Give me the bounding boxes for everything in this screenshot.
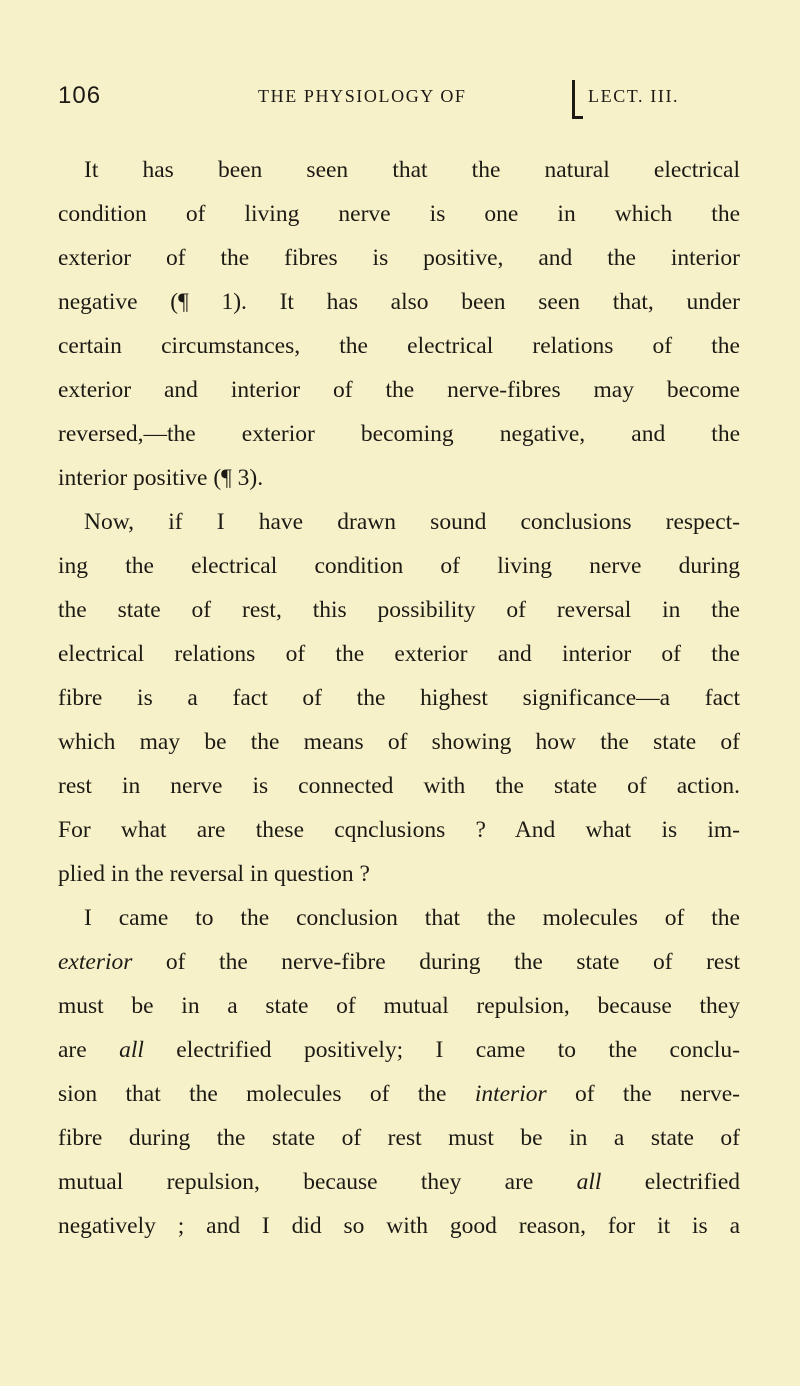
text-line: exterior and interior of the nerve-fibres may become [58,377,740,403]
italic-word: exterior [58,949,133,975]
text-line: plied in the reversal in question ? [58,861,370,887]
body-text [58,148,740,1248]
text-line: certain circumstances, the electrical relations of the [58,333,740,359]
page-number: 106 [58,82,102,109]
line-text: electrified positively; I came to the conclu- [143,1037,741,1063]
text-line: electrical relations of the exterior and interior of the [58,641,740,667]
line-text: mutual repulsion, because they are [58,1169,577,1195]
italic-word: all [576,1169,602,1195]
text-line: which may be the means of showing how the state of [58,729,740,755]
line-text: sion that the molecules of the [58,1081,475,1107]
text-line: condition of living nerve is one in which the [58,201,740,227]
text-line: fibre during the state of rest must be in a state of [58,1125,740,1151]
text-line: Now, if I have drawn sound conclusions respect- [84,509,740,535]
text-line: interior positive (¶ 3). [58,465,264,491]
text-line: fibre is a fact of the highest significance—a fact [58,685,740,711]
text-line: the state of rest, this possibility of reversal in the [58,597,740,623]
text-line [58,1072,740,1116]
text-line [58,1028,740,1072]
text-line: exterior of the fibres is positive, and the interior [58,245,740,271]
page-header [58,82,748,122]
text-line: rest in nerve is connected with the state of action. [58,773,740,799]
text-line [58,1160,740,1204]
text-line: negative (¶ 1). It has also been seen that, under [58,289,740,315]
line-text: of the nerve-fibre during the state of rest [132,949,740,975]
italic-word: all [119,1037,144,1063]
text-line: For what are these cqnclusions ? And what is im- [58,817,740,843]
running-title: THE PHYSIOLOGY OF [258,86,467,106]
line-text: electrified [601,1169,740,1195]
bracket-mark [572,80,583,119]
text-line: negatively ; and I did so with good reason, for it is a [58,1213,740,1239]
text-line: ing the electrical condition of living nerve during [58,553,740,579]
italic-word: interior [474,1081,547,1107]
text-line: must be in a state of mutual repulsion, because they [58,993,740,1019]
text-line: I came to the conclusion that the molecules of the [84,905,740,931]
text-line: It has been seen that the natural electrical [84,157,740,183]
lecture-reference: LECT. III. [588,86,680,106]
line-text: are [58,1037,120,1063]
text-line [58,940,740,984]
line-text: of the nerve- [546,1081,740,1107]
text-line: reversed,—the exterior becoming negative, and the [58,421,740,447]
